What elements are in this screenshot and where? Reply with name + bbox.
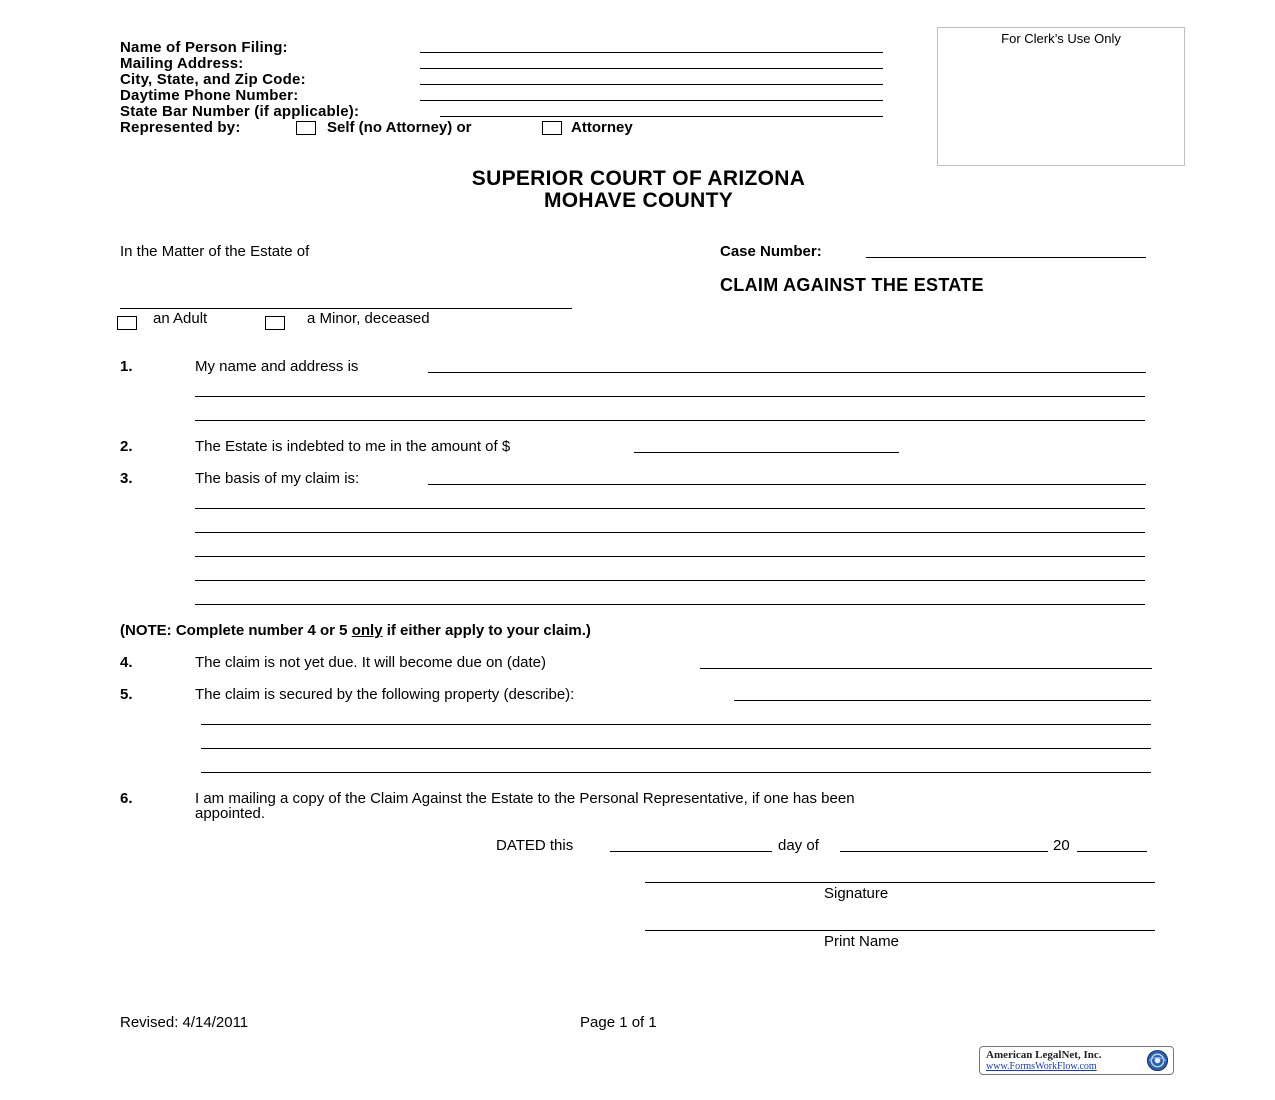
dated-label: DATED this bbox=[496, 837, 574, 854]
note-text: (NOTE: Complete number 4 or 5 only if either apply to your claim.) bbox=[120, 622, 591, 639]
claim-basis-field-5[interactable] bbox=[195, 580, 1145, 581]
due-date-field[interactable] bbox=[700, 668, 1152, 669]
state-bar-number-label: State Bar Number (if applicable): bbox=[120, 103, 360, 120]
property-field-1[interactable] bbox=[734, 700, 1151, 701]
minor-label: a Minor, deceased bbox=[307, 310, 430, 327]
name-address-field-1[interactable] bbox=[428, 372, 1146, 373]
daytime-phone-label: Daytime Phone Number: bbox=[120, 87, 299, 104]
city-state-zip-label: City, State, and Zip Code: bbox=[120, 71, 306, 88]
item-6-text-line-1: I am mailing a copy of the Claim Against the Estate to the Personal Representative, if one has been bbox=[195, 790, 855, 807]
decedent-name-field[interactable] bbox=[120, 308, 572, 309]
case-number-label: Case Number: bbox=[720, 243, 822, 260]
daytime-phone-field[interactable] bbox=[420, 100, 883, 101]
self-label: Self (no Attorney) or bbox=[327, 119, 472, 136]
property-field-2[interactable] bbox=[201, 724, 1151, 725]
clerks-use-label: For Clerk’s Use Only bbox=[1001, 31, 1121, 46]
print-name-field[interactable] bbox=[645, 930, 1155, 931]
amount-field[interactable] bbox=[634, 452, 899, 453]
case-number-field[interactable] bbox=[866, 257, 1146, 258]
property-field-3[interactable] bbox=[201, 748, 1151, 749]
item-5-number: 5. bbox=[120, 686, 133, 703]
item-1-number: 1. bbox=[120, 358, 133, 375]
claim-basis-field-1[interactable] bbox=[428, 484, 1146, 485]
revised-date: Revised: 4/14/2011 bbox=[120, 1014, 249, 1031]
property-field-4[interactable] bbox=[201, 772, 1151, 773]
adult-label: an Adult bbox=[153, 310, 208, 327]
globe-icon bbox=[1146, 1049, 1169, 1072]
state-bar-number-field[interactable] bbox=[440, 116, 883, 117]
page-number: Page 1 of 1 bbox=[580, 1014, 657, 1031]
item-1-text: My name and address is bbox=[195, 358, 359, 375]
item-4-text: The claim is not yet due. It will become due on (date) bbox=[195, 654, 547, 671]
minor-checkbox[interactable] bbox=[265, 316, 285, 330]
american-legalnet-logo[interactable] bbox=[979, 1046, 1174, 1075]
claim-basis-field-4[interactable] bbox=[195, 556, 1145, 557]
item-6-text-line-2: appointed. bbox=[195, 805, 266, 822]
month-field[interactable] bbox=[840, 851, 1048, 852]
court-name: SUPERIOR COURT OF ARIZONA bbox=[471, 167, 806, 190]
city-state-zip-field[interactable] bbox=[420, 84, 883, 85]
item-3-text: The basis of my claim is: bbox=[195, 470, 360, 487]
attorney-checkbox[interactable] bbox=[542, 121, 562, 135]
print-name-label: Print Name bbox=[824, 933, 900, 950]
claim-basis-field-6[interactable] bbox=[195, 604, 1145, 605]
year-field[interactable] bbox=[1077, 851, 1147, 852]
claim-basis-field-2[interactable] bbox=[195, 508, 1145, 509]
mailing-address-field[interactable] bbox=[420, 68, 883, 69]
name-address-field-3[interactable] bbox=[195, 420, 1145, 421]
day-field[interactable] bbox=[610, 851, 772, 852]
logo-url-link[interactable]: www.FormsWorkFlow.com bbox=[986, 1061, 1097, 1072]
item-6-number: 6. bbox=[120, 790, 133, 807]
name-of-person-filing-label: Name of Person Filing: bbox=[120, 39, 288, 56]
day-of-label: day of bbox=[778, 837, 819, 854]
signature-field[interactable] bbox=[645, 882, 1155, 883]
claim-basis-field-3[interactable] bbox=[195, 532, 1145, 533]
represented-by-label: Represented by: bbox=[120, 119, 241, 136]
item-3-number: 3. bbox=[120, 470, 133, 487]
adult-checkbox[interactable] bbox=[117, 316, 137, 330]
clerks-use-box bbox=[937, 27, 1185, 166]
item-4-number: 4. bbox=[120, 654, 133, 671]
name-of-person-filing-field[interactable] bbox=[420, 52, 883, 53]
attorney-label: Attorney bbox=[571, 119, 633, 136]
logo-company-name: American LegalNet, Inc. bbox=[986, 1049, 1102, 1061]
form-title: CLAIM AGAINST THE ESTATE bbox=[720, 275, 984, 295]
county-name: MOHAVE COUNTY bbox=[543, 189, 733, 212]
name-address-field-2[interactable] bbox=[195, 396, 1145, 397]
estate-of-label: In the Matter of the Estate of bbox=[120, 243, 310, 260]
item-5-text: The claim is secured by the following property (describe): bbox=[195, 686, 575, 703]
signature-label: Signature bbox=[824, 885, 889, 902]
year-prefix-label: 20 bbox=[1053, 837, 1070, 854]
mailing-address-label: Mailing Address: bbox=[120, 55, 244, 72]
item-2-number: 2. bbox=[120, 438, 133, 455]
self-checkbox[interactable] bbox=[296, 121, 316, 135]
item-2-text: The Estate is indebted to me in the amount of $ bbox=[195, 438, 511, 455]
